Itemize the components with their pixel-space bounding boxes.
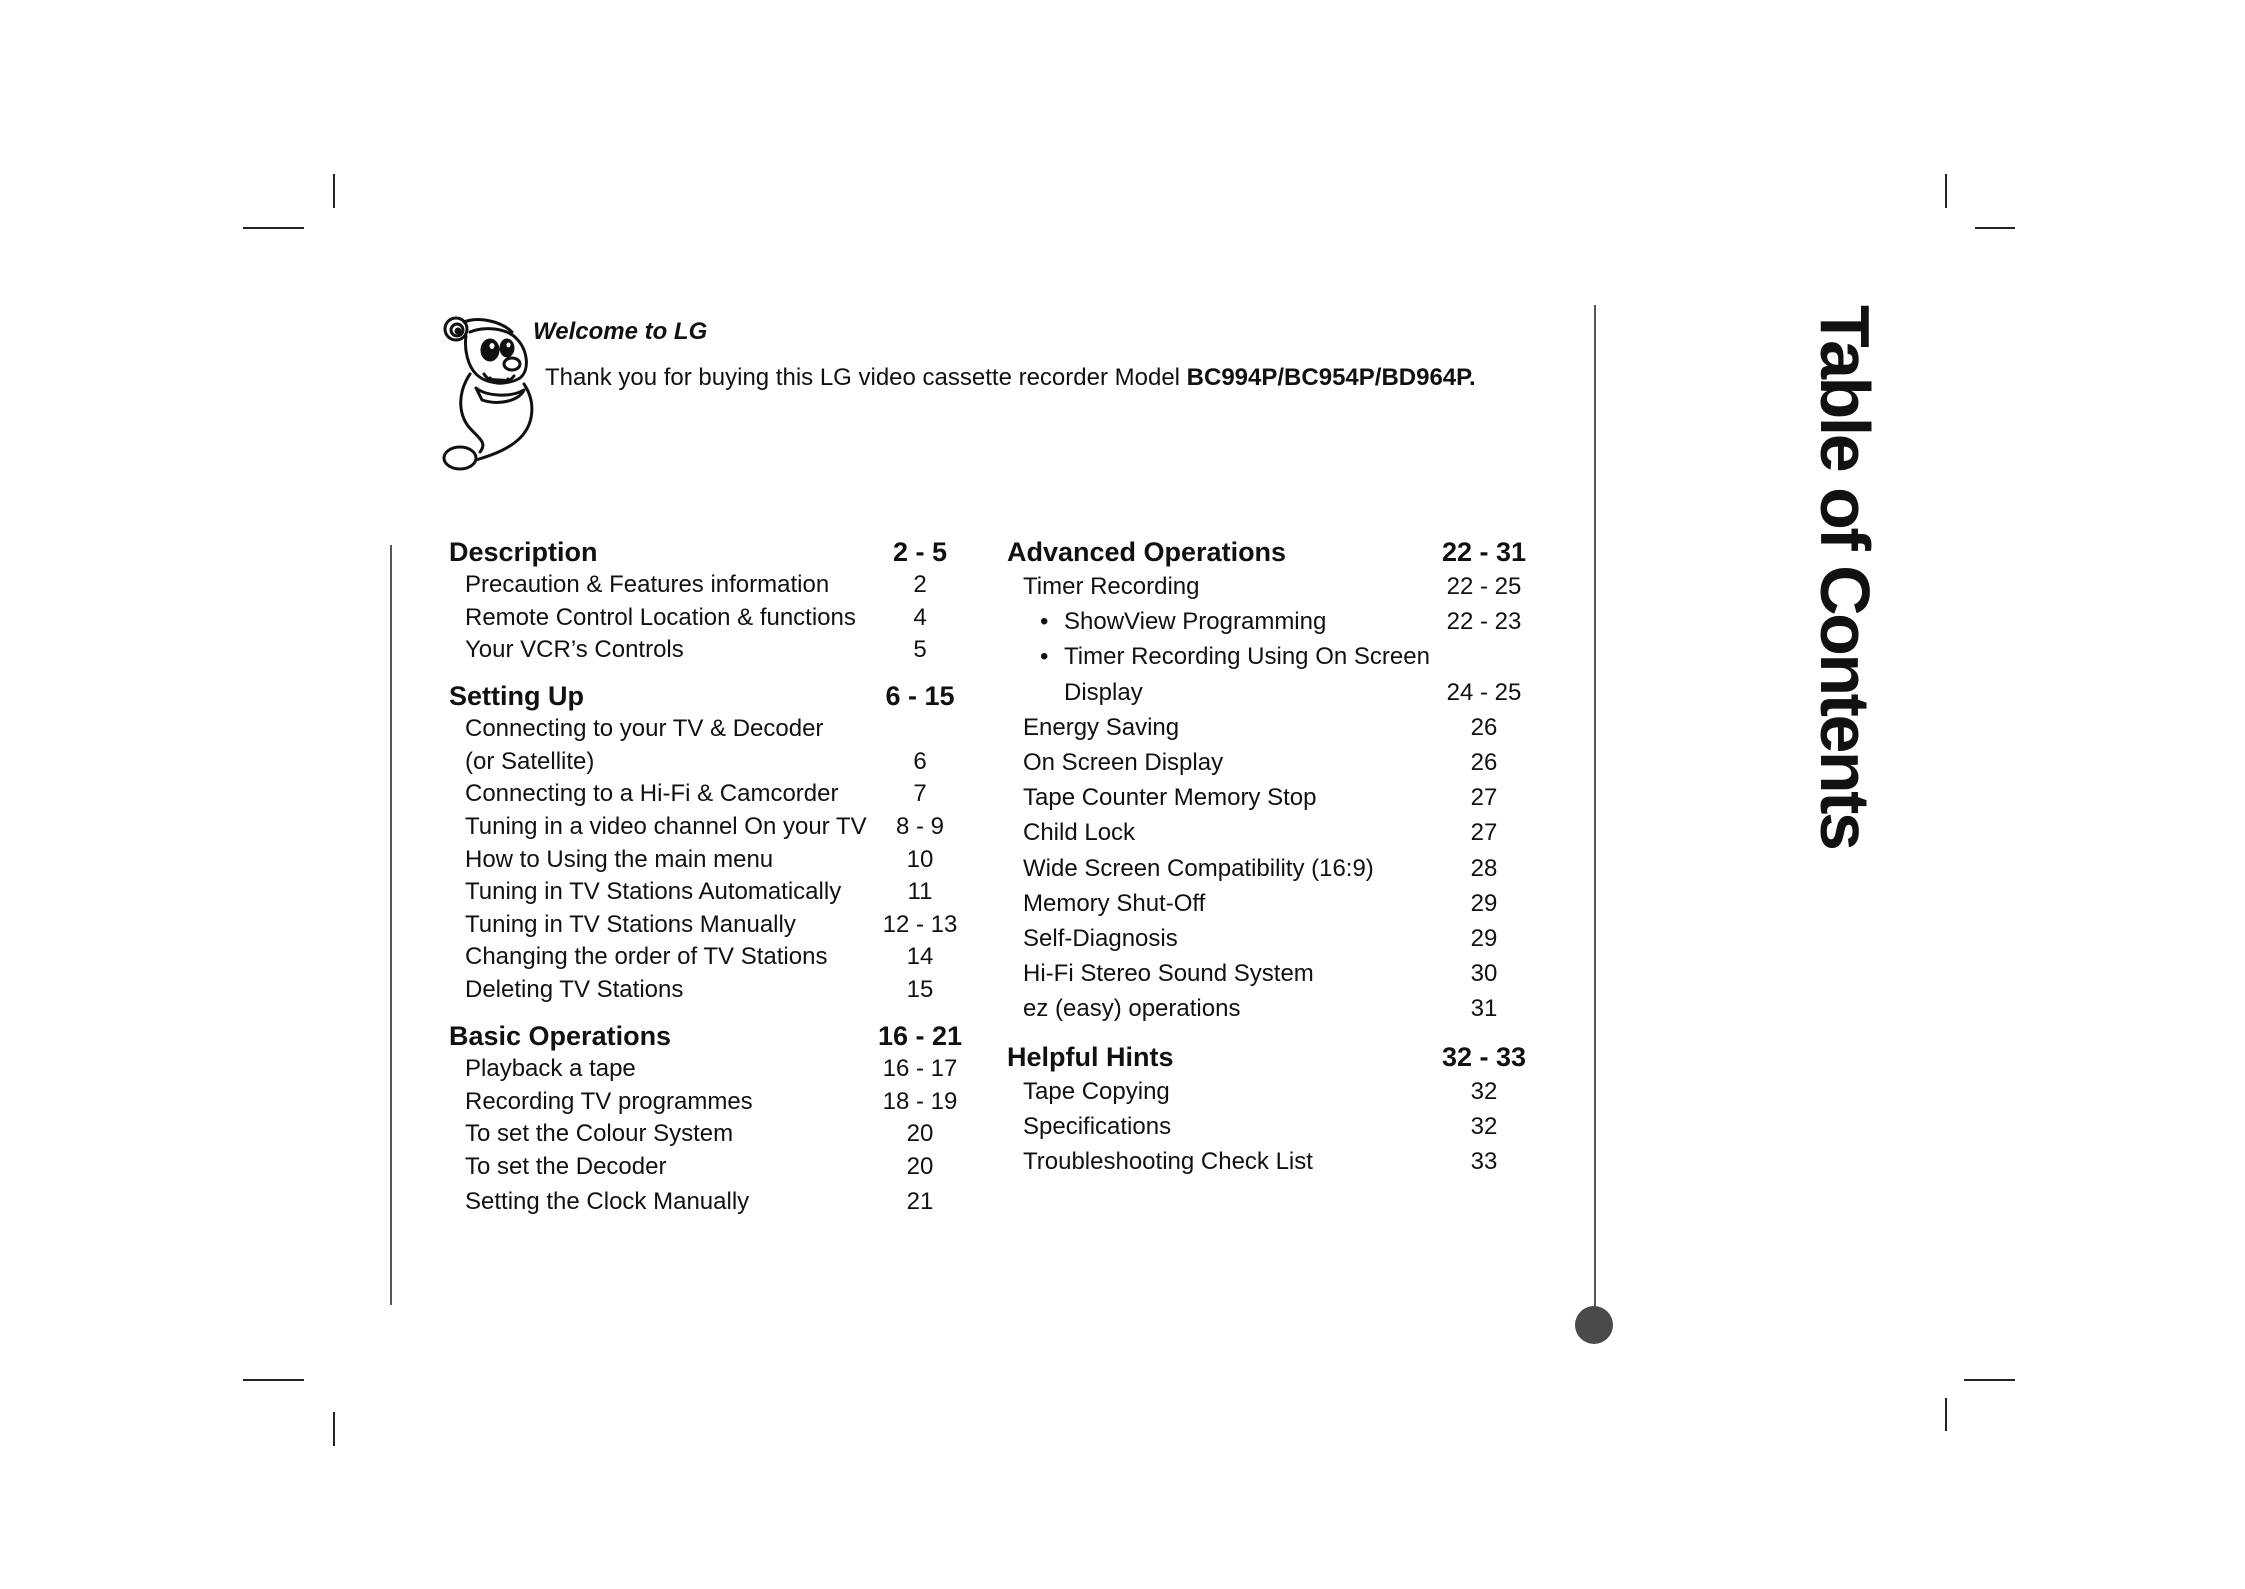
section-title: Setting Up xyxy=(449,681,584,712)
toc-entry xyxy=(449,941,989,974)
section-title: Description xyxy=(449,537,598,567)
toc-entry xyxy=(449,778,989,811)
entry-page: 20 xyxy=(906,1152,934,1180)
circle-marker-icon xyxy=(1575,1306,1613,1344)
welcome-message-text: Thank you for buying this LG video cassette recorder Model xyxy=(545,364,1187,391)
entry-page: 15 xyxy=(906,975,934,1003)
entry-page: 14 xyxy=(906,943,934,971)
entry-title: Child Lock xyxy=(1023,819,1136,847)
welcome-title: Welcome to LG xyxy=(533,318,708,345)
entry-title: Playback a tape xyxy=(465,1054,636,1082)
toc-entry xyxy=(1007,780,1567,815)
section-heading xyxy=(1007,1040,1567,1074)
tab-divider-rule xyxy=(1594,305,1596,1308)
entry-title: Troubleshooting Check List xyxy=(1023,1148,1313,1176)
toc-entry xyxy=(449,1186,989,1219)
entry-page: 5 xyxy=(913,636,927,664)
entry-page: 20 xyxy=(906,1120,934,1148)
entry-title: Deleting TV Stations xyxy=(465,975,684,1003)
entry-page: 16 - 17 xyxy=(882,1054,958,1082)
entry-title: Energy Saving xyxy=(1023,713,1180,741)
entry-title: Changing the order of TV Stations xyxy=(465,943,828,971)
entry-title: Tuning in TV Stations Automatically xyxy=(465,878,842,906)
section-title: Advanced Operations xyxy=(1007,537,1287,567)
entry-page: 24 - 25 xyxy=(1446,678,1522,706)
section-pages: 16 - 21 xyxy=(877,1020,963,1051)
toc-sub-entry xyxy=(1007,639,1567,709)
toc-entry xyxy=(449,634,989,667)
toc-entry xyxy=(1007,815,1567,850)
toc-section-helpful-hints xyxy=(1007,1040,1567,1180)
toc-entry xyxy=(1007,569,1567,604)
toc-section-advanced-operations xyxy=(1007,535,1567,1027)
entry-page: 6 xyxy=(913,747,927,775)
entry-page: 32 xyxy=(1470,1113,1498,1141)
entry-title: Specifications xyxy=(1023,1113,1172,1141)
entry-title: Your VCR’s Controls xyxy=(465,636,684,664)
entry-title: Tape Copying xyxy=(1023,1078,1170,1106)
entry-page: 22 - 25 xyxy=(1446,573,1522,600)
welcome-message xyxy=(545,364,1476,392)
crop-mark-top-left-vertical xyxy=(333,174,335,208)
crop-mark-top-right-vertical xyxy=(1945,174,1947,208)
toc-entry xyxy=(449,876,989,909)
entry-page: 27 xyxy=(1470,784,1498,812)
toc-entry xyxy=(1007,1074,1567,1109)
entry-page: 10 xyxy=(906,845,934,873)
entry-title: Tape Counter Memory Stop xyxy=(1023,784,1317,812)
toc-entry xyxy=(449,569,989,602)
toc-section-basic-operations xyxy=(449,1019,989,1219)
entry-title-continuation: (or Satellite) xyxy=(465,747,595,775)
toc-entry xyxy=(1007,886,1567,921)
entry-title: Recording TV programmes xyxy=(465,1087,753,1115)
entry-page: 28 xyxy=(1470,854,1498,882)
bullet-icon: • xyxy=(1040,608,1049,636)
crop-mark-top-left-horizontal xyxy=(243,227,304,229)
entry-page: 27 xyxy=(1470,819,1498,847)
entry-title: How to Using the main menu xyxy=(465,845,774,873)
toc-entry xyxy=(449,1118,989,1151)
entry-title: Timer Recording xyxy=(1023,573,1200,600)
crop-mark-bottom-left-vertical xyxy=(333,1412,335,1446)
toc-entry xyxy=(1007,1144,1567,1179)
crop-mark-bottom-right-vertical xyxy=(1945,1398,1947,1431)
entry-title: Self-Diagnosis xyxy=(1023,925,1178,953)
crop-mark-top-right-horizontal xyxy=(1975,227,2015,229)
entry-title: Timer Recording Using On Screen xyxy=(1064,643,1430,671)
toc-entry xyxy=(1007,745,1567,780)
section-title: Helpful Hints xyxy=(1007,1042,1174,1073)
toc-entry xyxy=(449,713,989,778)
entry-page: 29 xyxy=(1470,925,1498,953)
entry-title: Wide Screen Compatibility (16:9) xyxy=(1023,854,1374,882)
crop-mark-bottom-right-horizontal xyxy=(1964,1379,2015,1381)
entry-title: ez (easy) operations xyxy=(1023,995,1241,1023)
toc-entry xyxy=(449,1151,989,1184)
entry-title: Precaution & Features information xyxy=(465,571,830,598)
toc-entry xyxy=(449,602,989,635)
crop-mark-bottom-left-horizontal xyxy=(243,1379,304,1381)
entry-page: 18 - 19 xyxy=(882,1087,958,1115)
section-pages: 6 - 15 xyxy=(885,681,955,712)
entry-page: 33 xyxy=(1470,1148,1498,1176)
model-numbers: BC994P/BC954P/BD964P. xyxy=(1186,364,1476,391)
toc-right-column xyxy=(1007,535,1567,1180)
toc-entry xyxy=(449,1086,989,1119)
entry-page: 26 xyxy=(1470,749,1498,777)
toc-entry xyxy=(1007,921,1567,956)
toc-entry xyxy=(449,811,989,844)
section-heading xyxy=(449,535,989,569)
toc-entry xyxy=(1007,991,1567,1026)
entry-page: 8 - 9 xyxy=(895,812,945,840)
entry-title: Tuning in a video channel On your TV xyxy=(465,812,867,840)
entry-title: On Screen Display xyxy=(1023,749,1224,777)
entry-title: Hi-Fi Stereo Sound System xyxy=(1023,960,1314,988)
toc-entry xyxy=(449,844,989,877)
toc-entry xyxy=(449,974,989,1007)
entry-title: Remote Control Location & functions xyxy=(465,603,856,631)
entry-title: Tuning in TV Stations Manually xyxy=(465,910,796,938)
section-heading xyxy=(1007,535,1567,569)
entry-title: Setting the Clock Manually xyxy=(465,1188,750,1216)
toc-entry xyxy=(1007,1109,1567,1144)
entry-title: To set the Decoder xyxy=(465,1152,667,1180)
toc-entry xyxy=(1007,851,1567,886)
section-heading xyxy=(449,679,989,713)
toc-section-description xyxy=(449,535,989,667)
toc-left-column xyxy=(449,535,989,1219)
side-tab-title: Table of Contents xyxy=(1806,305,1884,849)
entry-title: Memory Shut-Off xyxy=(1023,889,1206,917)
entry-title-continuation: Display xyxy=(1064,678,1143,706)
toc-entry xyxy=(449,909,989,942)
entry-page: 2 xyxy=(913,571,927,598)
entry-page: 22 - 23 xyxy=(1446,608,1522,636)
entry-title: Connecting to a Hi-Fi & Camcorder xyxy=(465,780,839,808)
entry-page: 31 xyxy=(1470,995,1498,1023)
toc-entry xyxy=(1007,710,1567,745)
entry-page: 32 xyxy=(1470,1078,1498,1106)
entry-title: Connecting to your TV & Decoder xyxy=(465,715,824,743)
entry-page: 4 xyxy=(913,603,927,631)
toc-entry xyxy=(449,1053,989,1086)
section-title: Basic Operations xyxy=(449,1020,672,1051)
entry-title: To set the Colour System xyxy=(465,1120,734,1148)
entry-page: 26 xyxy=(1470,713,1498,741)
entry-page: 11 xyxy=(907,878,933,906)
toc-section-setting-up xyxy=(449,679,989,1006)
entry-page: 29 xyxy=(1470,889,1498,917)
section-pages: 32 - 33 xyxy=(1441,1042,1527,1073)
entry-title: ShowView Programming xyxy=(1064,608,1327,636)
toc-sub-entry xyxy=(1007,604,1567,639)
section-pages: 22 - 31 xyxy=(1441,537,1527,567)
entry-page: 12 - 13 xyxy=(882,910,958,938)
entry-page: 21 xyxy=(906,1188,934,1216)
entry-page: 30 xyxy=(1470,960,1498,988)
left-margin-rule xyxy=(390,545,392,1305)
bullet-icon: • xyxy=(1040,643,1049,671)
toc-entry xyxy=(1007,956,1567,991)
section-pages: 2 - 5 xyxy=(892,537,948,567)
genie-mascot-icon xyxy=(440,314,540,474)
section-heading xyxy=(449,1019,989,1053)
entry-page: 7 xyxy=(913,780,927,808)
